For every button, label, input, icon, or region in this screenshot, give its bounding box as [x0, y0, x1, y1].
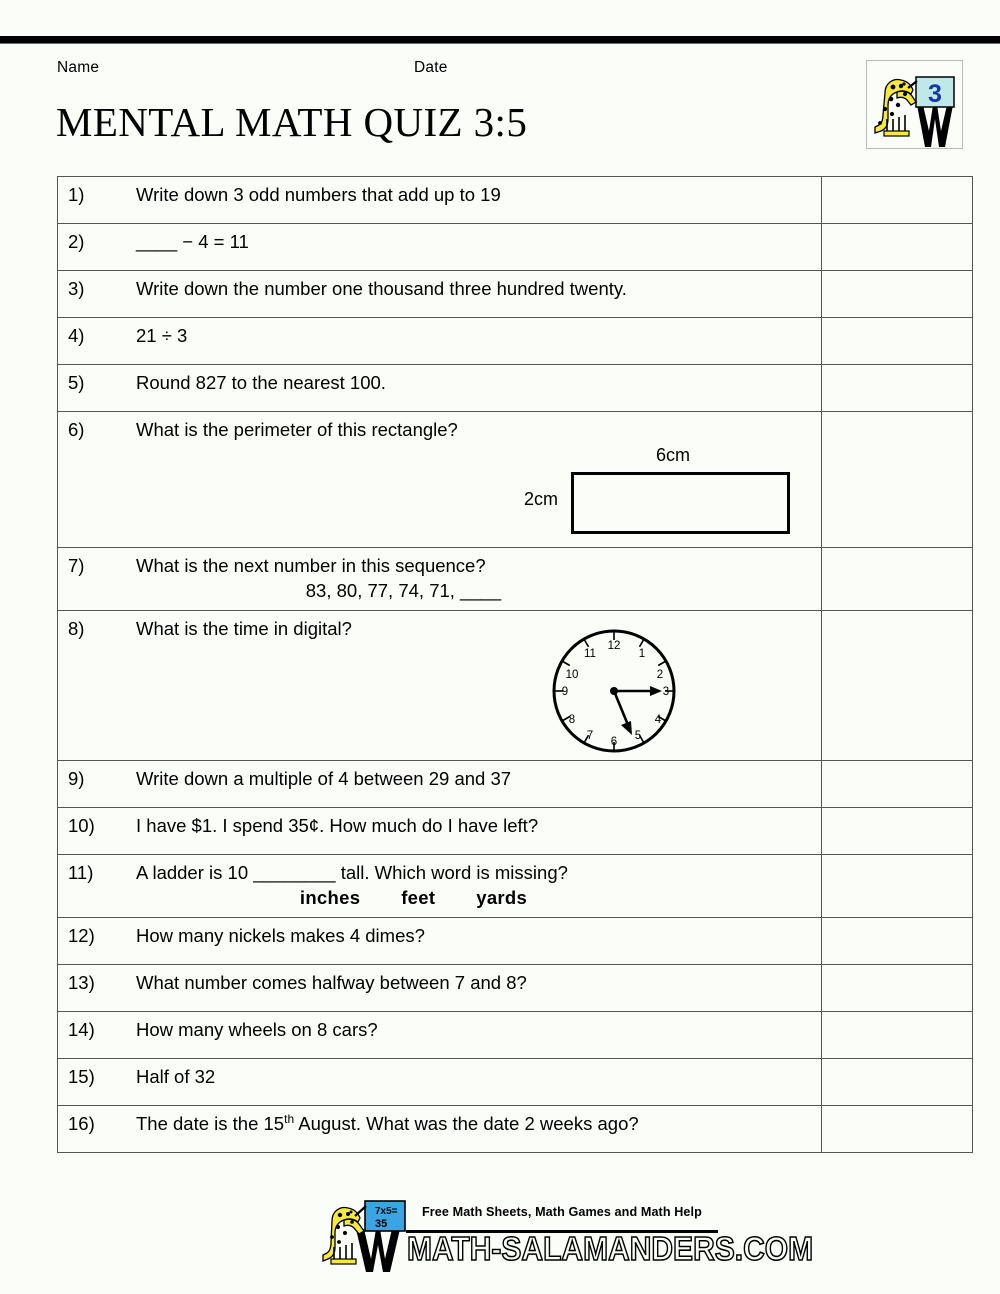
question-cell	[58, 547, 822, 610]
question-text: Write down 3 odd numbers that add up to 19	[136, 184, 501, 205]
svg-text:1: 1	[638, 647, 646, 660]
clock-figure	[58, 621, 821, 753]
table-row	[58, 918, 973, 965]
question-cell	[58, 965, 822, 1012]
question-text	[136, 1112, 821, 1136]
question-cell	[58, 177, 822, 224]
question-text: What number comes halfway between 7 and 8?	[136, 972, 527, 994]
table-row	[58, 547, 973, 610]
answer-cell[interactable]	[822, 854, 973, 917]
clock-center-pin	[610, 687, 618, 695]
answer-cell[interactable]	[822, 412, 973, 548]
grade-number: 3	[928, 80, 942, 108]
answer-options	[136, 886, 821, 910]
svg-text:2: 2	[656, 668, 664, 681]
question-cell	[58, 807, 822, 854]
answer-cell[interactable]	[822, 547, 973, 610]
answer-cell[interactable]	[822, 318, 973, 365]
question-cell	[58, 318, 822, 365]
date-label: Date	[414, 59, 448, 76]
table-row	[58, 1059, 973, 1106]
question-text: What is the perimeter of this rectangle?	[136, 419, 458, 440]
footer-board-line2: 35	[375, 1218, 388, 1230]
question-text: A ladder is 10 ________ tall. Which word is missing?	[136, 861, 568, 883]
header-divider-rule	[0, 36, 1000, 44]
question-number: 14)	[68, 1019, 95, 1041]
answer-cell[interactable]	[822, 807, 973, 854]
table-row	[58, 365, 973, 412]
question-text-after-sup: August. What was the date 2 weeks ago?	[294, 1113, 639, 1135]
svg-text:3: 3	[662, 685, 670, 698]
svg-text:6: 6	[610, 735, 618, 748]
answer-cell[interactable]	[822, 918, 973, 965]
question-text: Half of 32	[136, 1066, 216, 1088]
question-cell	[58, 1106, 822, 1153]
svg-text:4: 4	[654, 713, 662, 726]
question-text: Write down a multiple of 4 between 29 and 37	[136, 767, 512, 789]
question-number: 2)	[68, 231, 85, 252]
question-text: I have $1. I spend 35¢. How much do I have left?	[136, 814, 539, 836]
footer-tagline: Free Math Sheets, Math Games and Math Help	[422, 1205, 702, 1219]
question-cell	[58, 760, 822, 807]
question-text: What is the time in digital?	[136, 618, 352, 640]
question-text: What is the next number in this sequence?	[136, 554, 486, 576]
rectangle-width-label: 6cm	[656, 444, 691, 465]
question-number: 4)	[68, 325, 85, 346]
table-row	[58, 611, 973, 761]
ordinal-suffix: th	[284, 1111, 295, 1126]
table-row	[58, 807, 973, 854]
option-inches[interactable]: inches	[299, 887, 361, 909]
answer-cell[interactable]	[822, 1106, 973, 1153]
sequence-line: 83, 80, 77, 74, 71, ____	[305, 580, 502, 602]
answer-cell[interactable]	[822, 1012, 973, 1059]
answer-cell[interactable]	[822, 271, 973, 318]
svg-text:5: 5	[634, 729, 642, 742]
answer-cell[interactable]	[822, 611, 973, 761]
question-text-before-sup: The date is the 15	[136, 1113, 285, 1135]
svg-text:10: 10	[565, 668, 579, 681]
rectangle-shape	[571, 472, 790, 534]
svg-text:11: 11	[584, 647, 596, 660]
question-cell	[58, 1059, 822, 1106]
answer-cell[interactable]	[822, 365, 973, 412]
questions-table-body	[58, 177, 973, 1153]
svg-text:7: 7	[586, 729, 594, 742]
question-text: 21 ÷ 3	[136, 325, 188, 346]
question-text: Round 827 to the nearest 100.	[136, 372, 386, 393]
page-title: MENTAL MATH QUIZ 3:5	[56, 99, 528, 145]
question-number: 8)	[68, 618, 85, 640]
question-cell	[58, 412, 822, 548]
question-number: 7)	[68, 554, 85, 576]
question-number: 1)	[68, 184, 85, 205]
questions-table	[57, 176, 973, 1153]
answer-cell[interactable]	[822, 965, 973, 1012]
question-number: 16)	[68, 1113, 95, 1135]
question-number: 3)	[68, 278, 85, 299]
table-row	[58, 177, 973, 224]
option-yards[interactable]: yards	[476, 887, 528, 909]
table-row	[58, 760, 973, 807]
svg-text:8: 8	[568, 713, 576, 726]
table-row	[58, 965, 973, 1012]
svg-text:9: 9	[561, 685, 569, 698]
question-number: 9)	[68, 767, 85, 789]
rectangle-figure	[58, 444, 821, 540]
table-row	[58, 854, 973, 917]
answer-cell[interactable]	[822, 177, 973, 224]
question-number: 6)	[68, 419, 85, 440]
question-cell	[58, 1012, 822, 1059]
table-row	[58, 224, 973, 271]
question-cell	[58, 854, 822, 917]
option-feet[interactable]: feet	[401, 887, 436, 909]
footer	[318, 1195, 814, 1273]
question-cell	[58, 918, 822, 965]
table-row	[58, 318, 973, 365]
footer-url[interactable]: MATH-SALAMANDERS.COM	[407, 1231, 814, 1268]
question-text: How many nickels makes 4 dimes?	[136, 925, 425, 947]
question-text: ____ − 4 = 11	[136, 231, 249, 252]
answer-cell[interactable]	[822, 1059, 973, 1106]
question-text: How many wheels on 8 cars?	[136, 1019, 378, 1041]
question-cell	[58, 611, 822, 761]
question-number: 13)	[68, 972, 95, 994]
svg-text:12: 12	[607, 639, 621, 652]
table-row	[58, 1012, 973, 1059]
question-text: Write down the number one thousand three hundred twenty.	[136, 278, 627, 299]
grade-logo-art	[867, 61, 962, 148]
answer-cell[interactable]	[822, 224, 973, 271]
table-row	[58, 412, 973, 548]
question-cell	[58, 365, 822, 412]
question-number: 5)	[68, 372, 85, 393]
question-cell	[58, 271, 822, 318]
question-cell	[58, 224, 822, 271]
table-row	[58, 271, 973, 318]
question-number: 15)	[68, 1066, 95, 1088]
question-number: 10)	[68, 814, 95, 836]
math-salamanders-grade-logo	[866, 60, 963, 149]
rectangle-height-label: 2cm	[524, 488, 559, 509]
answer-cell[interactable]	[822, 760, 973, 807]
name-label: Name	[57, 59, 100, 76]
question-number: 11)	[68, 861, 94, 883]
footer-board-line1: 7x5=	[375, 1206, 398, 1217]
table-row	[58, 1106, 973, 1153]
analog-clock-icon	[548, 625, 680, 757]
question-number: 12)	[68, 925, 95, 947]
